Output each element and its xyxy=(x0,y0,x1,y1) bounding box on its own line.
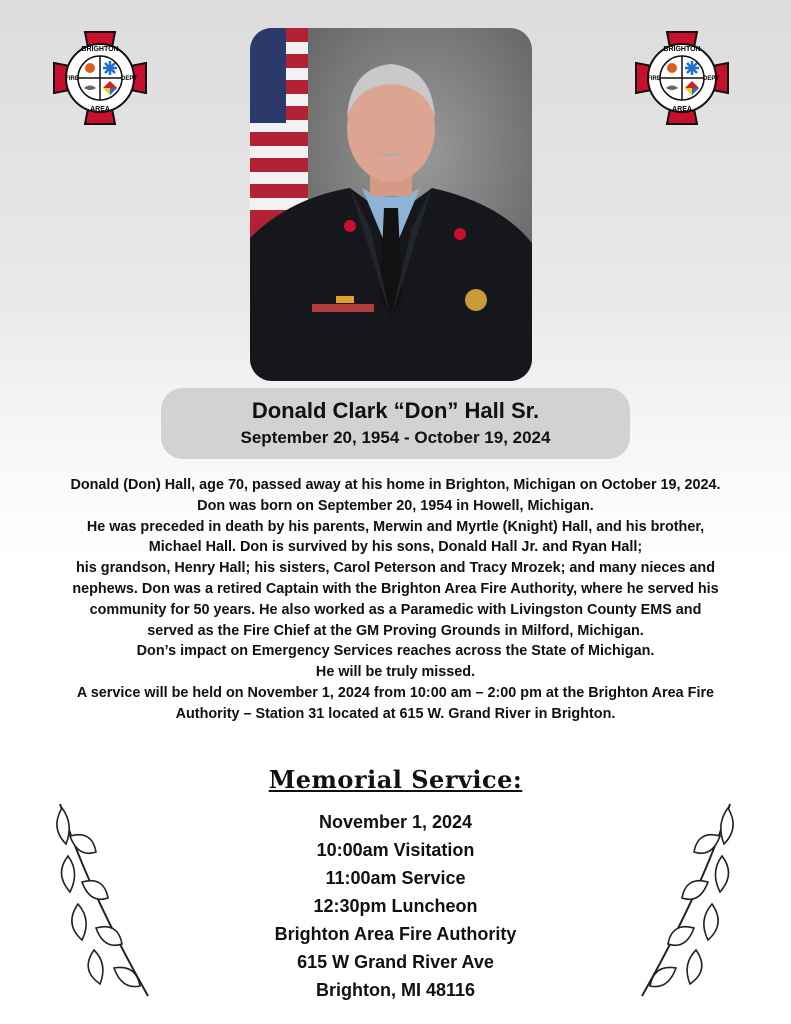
memorial-service-time: 11:00am Service xyxy=(325,868,466,888)
fire-dept-logo-right xyxy=(632,28,732,128)
maltese-cross-badge-icon xyxy=(632,28,732,128)
maltese-cross-badge-icon xyxy=(50,28,150,128)
memorial-title: Memorial Service: xyxy=(268,765,523,794)
svg-text:BRIGHTON: BRIGHTON xyxy=(663,46,701,53)
obituary-line: He was preceded in death by his parents, Merwin and Myrtle (Knight) Hall, and his brother, xyxy=(86,518,705,535)
svg-text:DEPT: DEPT xyxy=(120,76,138,82)
obituary-line: A service will be held on November 1, 2024 from 10:00 am – 2:00 pm at the Brighton Area Fire xyxy=(76,684,715,701)
memorial-luncheon: 12:30pm Luncheon xyxy=(313,896,478,916)
laurel-branch-right-icon xyxy=(632,800,742,1010)
obituary-line: Authority – Station 31 located at 615 W. Grand River in Brighton. xyxy=(175,705,616,722)
svg-text:BRIGHTON: BRIGHTON xyxy=(81,46,119,53)
memorial-date: November 1, 2024 xyxy=(318,812,473,832)
svg-text:FIRE: FIRE xyxy=(647,76,661,82)
memorial-street: 615 W Grand River Ave xyxy=(297,952,494,972)
obituary-line: He will be truly missed. xyxy=(315,664,476,681)
fire-dept-logo-left xyxy=(50,28,150,128)
obituary-line: Michael Hall. Don is survived by his sons, Donald Hall Jr. and Ryan Hall; xyxy=(148,539,643,556)
svg-text:AREA: AREA xyxy=(672,106,692,113)
obituary-line: his grandson, Henry Hall; his sisters, Carol Peterson and Tracy Mrozek; and many nieces and xyxy=(76,560,715,577)
obituary-line: community for 50 years. He also worked as a Paramedic with Livingston County EMS and xyxy=(89,601,702,618)
svg-text:AREA: AREA xyxy=(90,106,110,113)
obituary-line: Donald (Don) Hall, age 70, passed away at his home in Brighton, Michigan on October 19, 2024. xyxy=(70,477,721,493)
obituary-line: Don’s impact on Emergency Services reaches across the State of Michigan. xyxy=(136,643,655,660)
svg-text:DEPT: DEPT xyxy=(702,76,720,82)
obituary-line: nephews. Don was a retired Captain with the Brighton Area Fire Authority, where he served his xyxy=(72,580,719,597)
laurel-branch-left-icon xyxy=(48,800,158,1010)
obituary-line: Don was born on September 20, 1954 in Howell, Michigan. xyxy=(197,497,594,514)
life-dates: September 20, 1954 - October 19, 2024 xyxy=(240,428,551,447)
deceased-name: Donald Clark “Don” Hall Sr. xyxy=(251,398,540,423)
portrait-photo xyxy=(250,28,532,381)
obituary-text xyxy=(10,475,781,725)
name-banner xyxy=(161,388,630,459)
memorial-visitation: 10:00am Visitation xyxy=(316,840,475,860)
memorial-city: Brighton, MI 48116 xyxy=(315,980,476,1000)
svg-text:FIRE: FIRE xyxy=(65,76,79,82)
memorial-venue: Brighton Area Fire Authority xyxy=(274,924,517,944)
obituary-line: served as the Fire Chief at the GM Proving Grounds in Milford, Michigan. xyxy=(147,622,644,639)
